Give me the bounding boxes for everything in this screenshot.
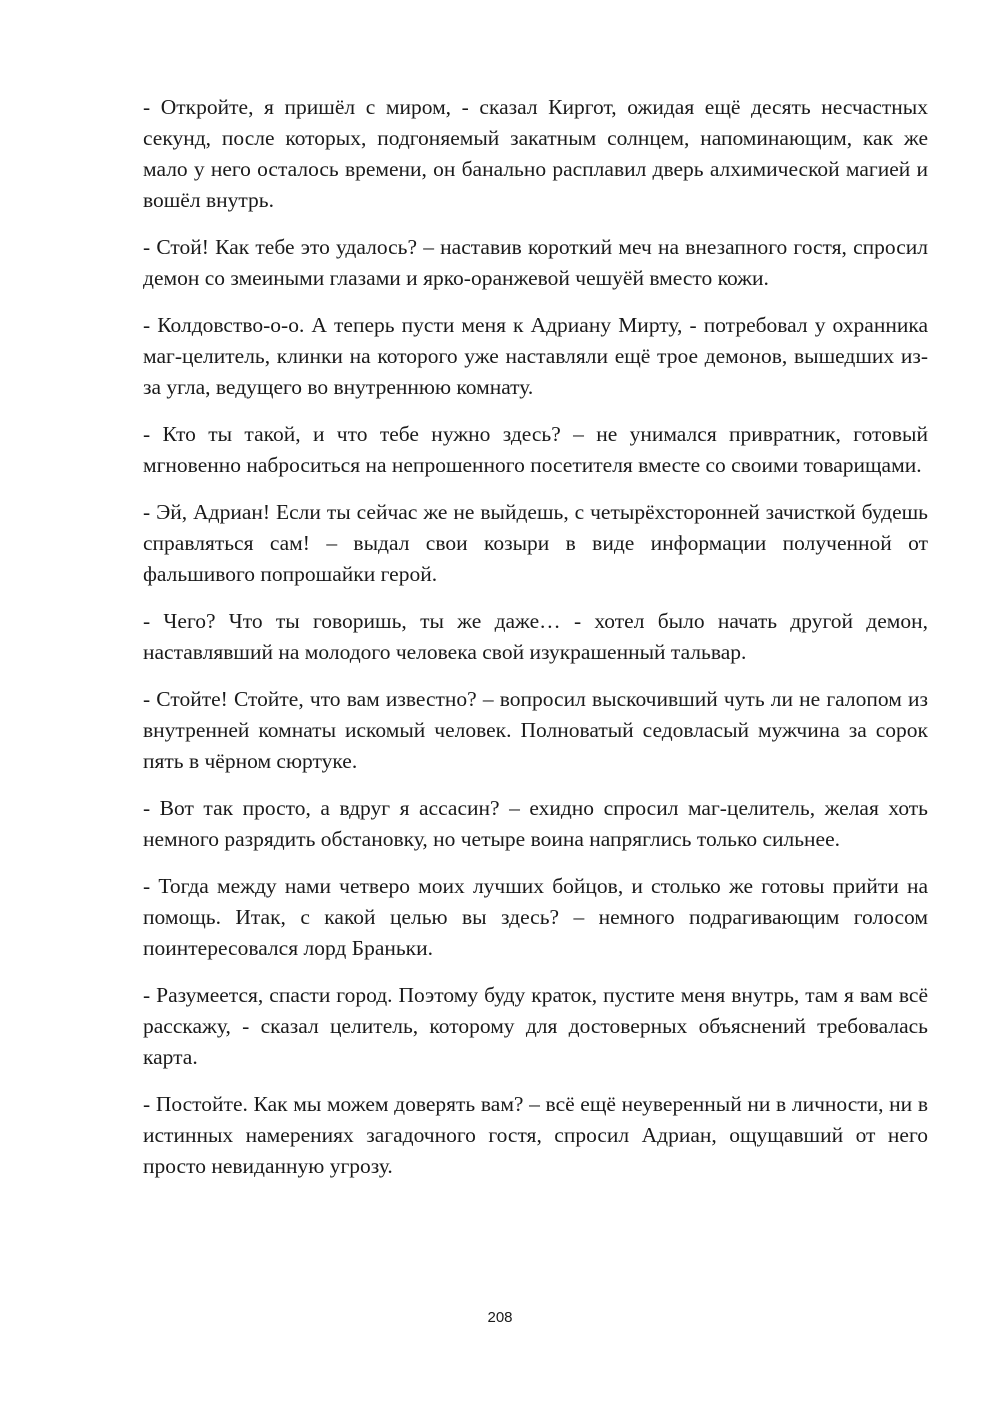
paragraph: - Колдовство-о-о. А теперь пусти меня к Адриану Мирту, - потребовал у охранника маг-целитель, клинки на которого уже наставляли ещё трое демонов, вышедших из-за угла, ведущего во внутреннюю комнату.	[143, 313, 928, 399]
paragraph: - Постойте. Как мы можем доверять вам? – всё ещё неуверенный ни в личности, ни в истинных намерениях загадочного гостя, спросил Адриан, ощущавший от него просто невиданную угрозу.	[143, 1092, 928, 1178]
paragraph: - Чего? Что ты говоришь, ты же даже… - хотел было начать другой демон, наставлявший на молодого человека свой изукрашенный тальвар.	[143, 609, 928, 664]
paragraph: - Стойте! Стойте, что вам известно? – вопросил выскочивший чуть ли не галопом из внутренней комнаты искомый человек. Полноватый седовласый мужчина за сорок пять в чёрном сюртуке.	[143, 687, 928, 773]
paragraph: - Кто ты такой, и что тебе нужно здесь? – не унимался привратник, готовый мгновенно наброситься на непрошенного посетителя вместе со своими товарищами.	[143, 422, 928, 477]
paragraph: - Откройте, я пришёл с миром, - сказал Киргот, ожидая ещё десять несчастных секунд, после которых, подгоняемый закатным солнцем, напоминающим, как же мало у него осталось времени, он банально расплавил дверь алхимической магией и вошёл внутрь.	[143, 95, 928, 212]
text-body	[143, 92, 928, 1198]
paragraph: - Вот так просто, а вдруг я ассасин? – ехидно спросил маг-целитель, желая хоть немного разрядить обстановку, но четыре воина напряглись только сильнее.	[143, 796, 928, 851]
paragraph: - Стой! Как тебе это удалось? – наставив короткий меч на внезапного гостя, спросил демон со змеиными глазами и ярко-оранжевой чешуёй вместо кожи.	[143, 235, 928, 290]
paragraph: - Разумеется, спасти город. Поэтому буду краток, пустите меня внутрь, там я вам всё расскажу, - сказал целитель, которому для достоверных объяснений требовалась карта.	[143, 983, 928, 1069]
paragraph: - Тогда между нами четверо моих лучших бойцов, и столько же готовы прийти на помощь. Итак, с какой целью вы здесь? – немного подрагивающим голосом поинтересовался лорд Браньки.	[143, 874, 928, 960]
paragraph: - Эй, Адриан! Если ты сейчас же не выйдешь, с четырёхсторонней зачисткой будешь справляться сам! – выдал свои козыри в виде информации полученной от фальшивого попрошайки герой.	[143, 500, 928, 586]
page-number: 208	[487, 1309, 513, 1326]
